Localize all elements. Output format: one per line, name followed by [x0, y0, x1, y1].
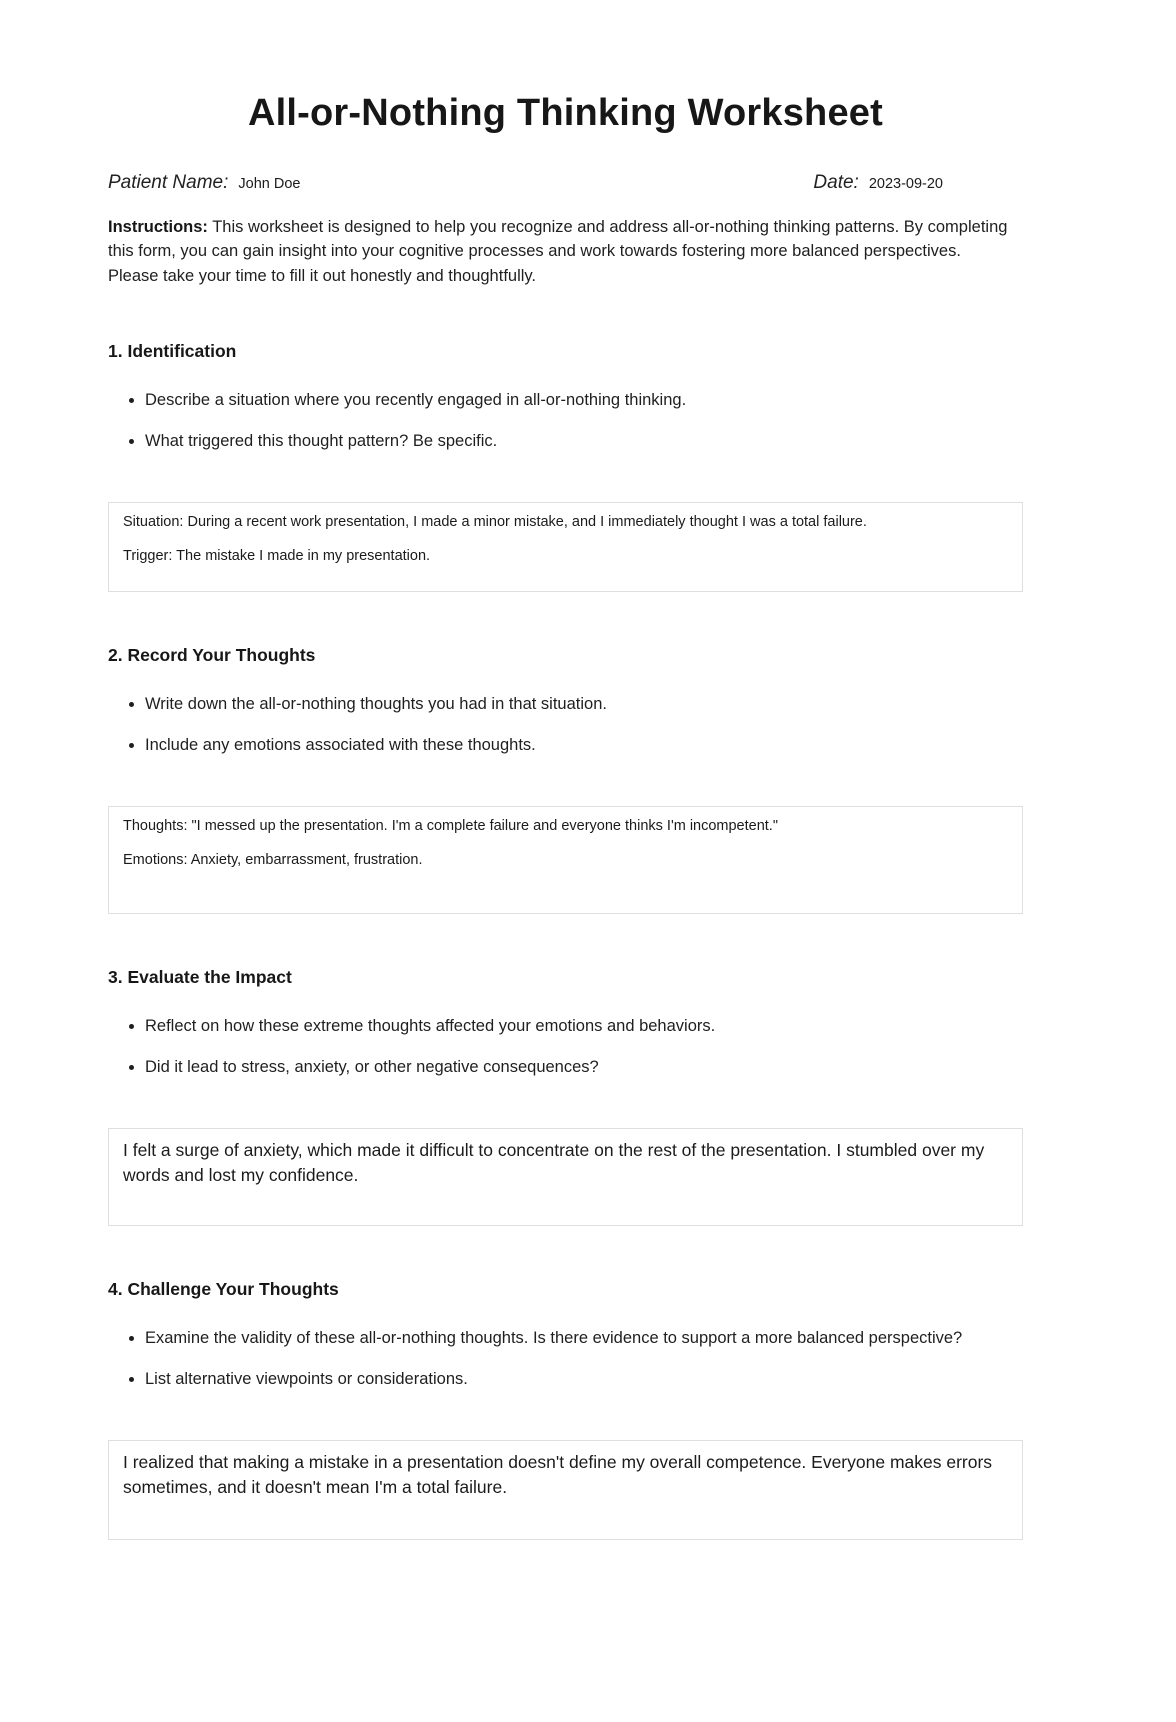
- answer-text: I realized that making a mistake in a presentation doesn't define my overall competence. Everyone makes errors sometimes, and it doesn't mean I'm a total failure.: [123, 1452, 993, 1498]
- section-heading: 4. Challenge Your Thoughts: [108, 1279, 339, 1300]
- section-bullet-list: [108, 692, 1013, 758]
- section-challenge-thoughts: [108, 1278, 1023, 1540]
- section-bullet-list: [108, 388, 1013, 454]
- answer-text: Thoughts: "I messed up the presentation. I'm a complete failure and everyone thinks I'm incompetent.": [123, 818, 778, 835]
- bullet-item: • Did it lead to stress, anxiety, or other negative consequences?: [145, 1055, 1013, 1080]
- answer-text: Trigger: The mistake I made in my presentation.: [123, 548, 431, 565]
- section-bullet-list: [108, 1326, 1013, 1392]
- date-label: Date:: [813, 171, 859, 193]
- patient-name-label: Patient Name:: [108, 171, 229, 193]
- bullet-item: • Include any emotions associated with these thoughts.: [145, 733, 1013, 758]
- answer-box-identification[interactable]: [108, 502, 1023, 592]
- bullet-item: • Write down the all-or-nothing thoughts you had in that situation.: [145, 692, 1013, 717]
- answer-box-challenge-thoughts[interactable]: [108, 1440, 1023, 1540]
- worksheet-page: [0, 92, 1176, 1722]
- section-evaluate-impact: [108, 966, 1023, 1226]
- instructions-label: Instructions:: [108, 217, 208, 236]
- answer-text: I felt a surge of anxiety, which made it difficult to concentrate on the rest of the presentation. I stumbled over my words and lost my confidence.: [123, 1140, 985, 1186]
- bullet-item: • List alternative viewpoints or considerations.: [145, 1367, 1013, 1392]
- bullet-item: • Reflect on how these extreme thoughts affected your emotions and behaviors.: [145, 1014, 1013, 1039]
- bullet-item: • Describe a situation where you recently engaged in all-or-nothing thinking.: [145, 388, 1013, 413]
- page-title: All-or-Nothing Thinking Worksheet: [248, 92, 883, 134]
- section-heading: 3. Evaluate the Impact: [108, 967, 292, 988]
- meta-row: [108, 170, 1023, 197]
- answer-box-evaluate-impact[interactable]: [108, 1128, 1023, 1226]
- instructions-text: This worksheet is designed to help you recognize and address all-or-nothing thinking patterns. By completing this form, you can gain insight into your cognitive processes and work towards fostering more balanced perspectives. Please take your time to fill it out honestly and thoughtfully.: [108, 217, 1008, 285]
- date-value[interactable]: 2023-09-20: [868, 175, 943, 192]
- section-bullet-list: [108, 1014, 1013, 1080]
- patient-name-group: [108, 170, 300, 197]
- answer-text: Emotions: Anxiety, embarrassment, frustration.: [123, 852, 423, 869]
- answer-text: Situation: During a recent work presentation, I made a minor mistake, and I immediately thought I was a total failure.: [123, 514, 867, 531]
- section-record-thoughts: [108, 644, 1023, 914]
- section-heading: 1. Identification: [108, 341, 237, 362]
- instructions-paragraph: [108, 215, 1013, 289]
- section-heading: 2. Record Your Thoughts: [108, 645, 316, 666]
- answer-box-record-thoughts[interactable]: [108, 806, 1023, 914]
- patient-name-value[interactable]: John Doe: [238, 175, 301, 192]
- bullet-item: • Examine the validity of these all-or-nothing thoughts. Is there evidence to support a more balanced perspective?: [145, 1326, 1013, 1351]
- date-group: [813, 170, 943, 197]
- section-identification: [108, 340, 1023, 592]
- bullet-item: • What triggered this thought pattern? Be specific.: [145, 429, 1013, 454]
